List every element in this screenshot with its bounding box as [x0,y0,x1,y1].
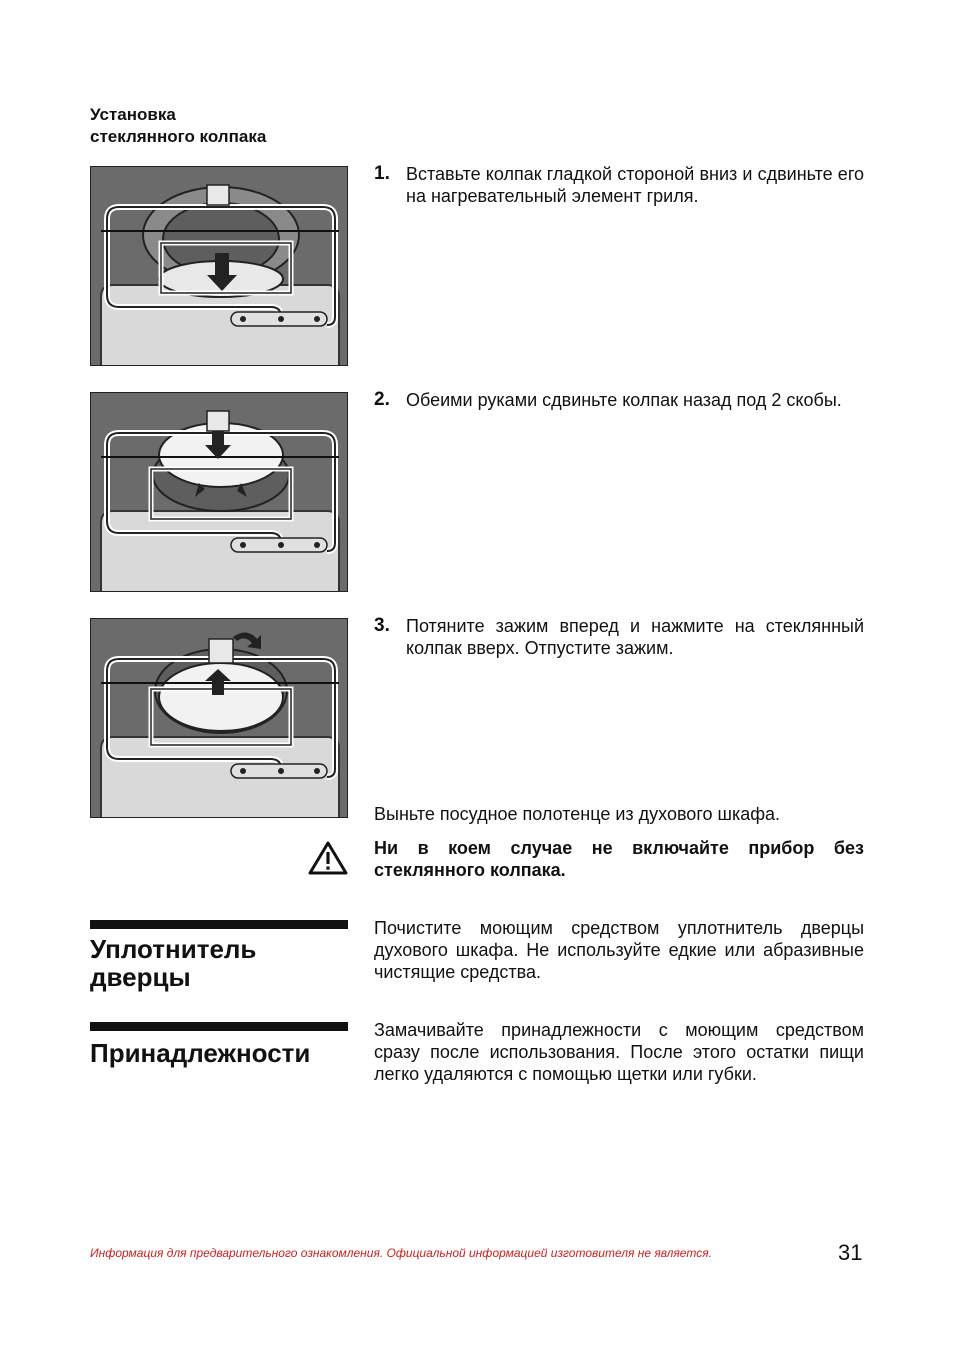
figure-step-2 [90,392,348,592]
step-number: 3. [374,615,390,636]
section-title: Установка стеклянного колпака [90,105,267,146]
step-number: 1. [374,163,390,184]
step-2 [374,389,864,411]
step-1 [374,163,864,207]
accessories-heading: Принадлежности [90,1038,311,1068]
section-rule [90,1022,348,1031]
step-text: Потяните зажим вперед и нажмите на стеклянный колпак вверх. Отпустите зажим. [406,616,864,658]
towel-note: Выньте посудное полотенце из духового шкафа. [374,804,781,824]
accessories-text: Замачивайте принадлежности с моющим средством сразу после использования. После этого остатки пищи легко удаляются с помощью щетки или губки. [374,1020,864,1084]
warning-text: Ни в коем случае не включайте прибор без стеклянного колпака. [374,838,864,880]
figure-step-1 [90,166,348,366]
page-number: 31 [838,1240,863,1265]
step-3 [374,615,864,659]
figure-step-3 [90,618,348,818]
section-rule [90,920,348,929]
step-text: Вставьте колпак гладкой стороной вниз и сдвиньте его на нагревательный элемент гриля. [406,164,864,206]
warning-triangle-icon [308,840,348,876]
footer-disclaimer: Информация для предварительного ознакомления. Официальной информацией изготовителя не является. [90,1246,712,1260]
step-number: 2. [374,389,390,410]
step-text: Обеими руками сдвиньте колпак назад под 2 скобы. [406,390,842,410]
seal-text: Почистите моющим средством уплотнитель дверцы духового шкафа. Не используйте едкие или абразивные чистящие средства. [374,918,864,982]
seal-heading: Уплотнитель дверцы [90,934,257,992]
